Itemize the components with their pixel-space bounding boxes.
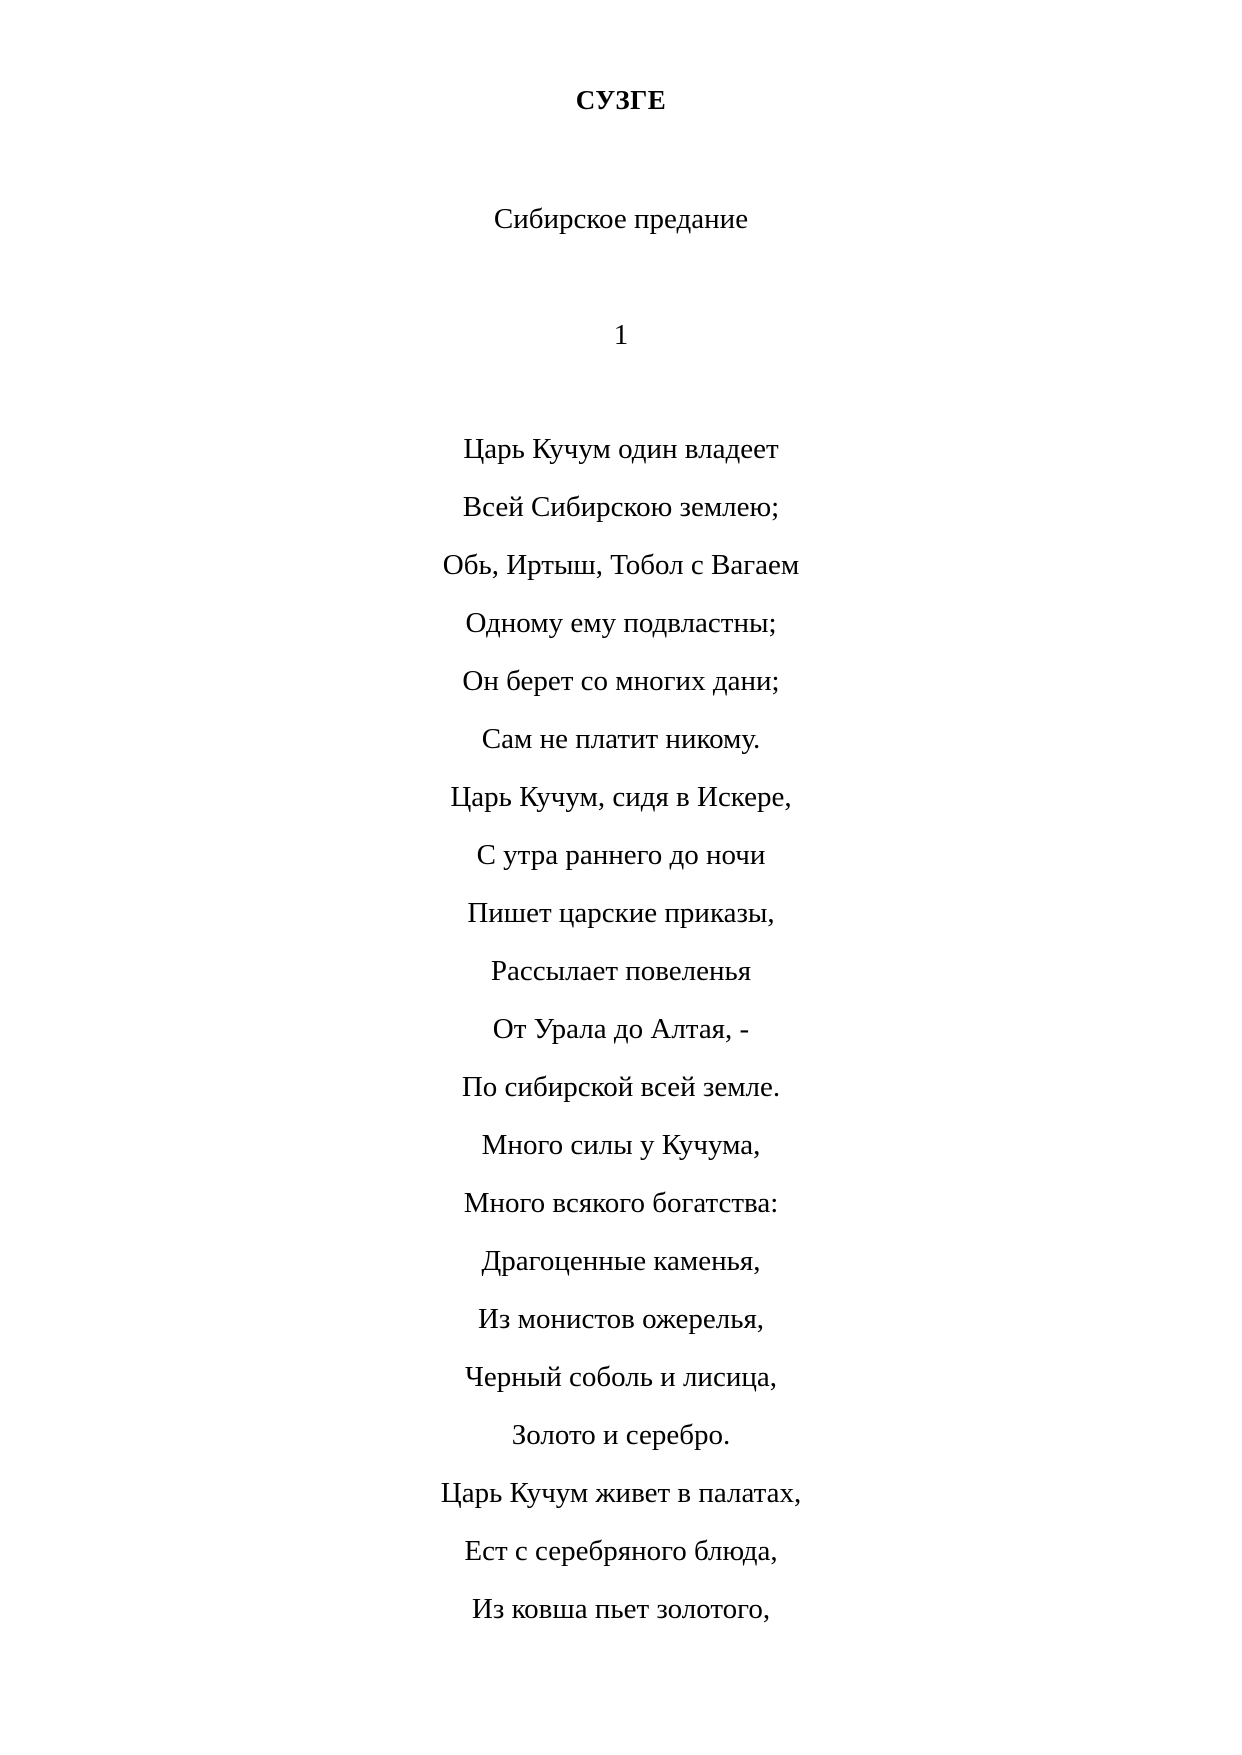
- poem-line: Он берет со многих дани;: [462, 665, 780, 697]
- poem-line: Всей Сибирскою землею;: [462, 491, 780, 523]
- poem-line: По сибирской всей земле.: [461, 1071, 781, 1103]
- poem-line: Драгоценные каменья,: [481, 1245, 761, 1277]
- poem-line: Царь Кучум живет в палатах,: [440, 1477, 802, 1509]
- poem-line: Царь Кучум, сидя в Искере,: [450, 781, 792, 813]
- poem-line: Черный соболь и лисица,: [465, 1361, 777, 1393]
- poem-line: Пишет царские приказы,: [467, 897, 775, 929]
- poem-line: Царь Кучум один владеет: [463, 433, 779, 465]
- poem-line: От Урала до Алтая, -: [492, 1013, 750, 1045]
- poem-line: Сам не платит никому.: [481, 723, 761, 755]
- poem-title: СУЗГЕ: [575, 85, 667, 115]
- poem-line: Рассылает повеленья: [490, 955, 752, 987]
- poem-subtitle: Сибирское предание: [493, 203, 749, 235]
- poem-line: Из ковша пьет золотого,: [471, 1593, 771, 1625]
- poem-line: Из монистов ожерелья,: [477, 1303, 765, 1335]
- poem-line: Много силы у Кучума,: [481, 1129, 761, 1161]
- poem-line: Много всякого богатства:: [463, 1187, 779, 1219]
- poem-line: Золото и серебро.: [511, 1419, 731, 1451]
- section-number: 1: [613, 319, 629, 351]
- poem-line: Ест с серебряного блюда,: [464, 1535, 778, 1567]
- poem-line: С утра раннего до ночи: [476, 839, 766, 871]
- poem-body: [0, 430, 1242, 1648]
- poem-line: Обь, Иртыш, Тобол с Вагаем: [442, 549, 800, 581]
- poem-line: Одному ему подвластны;: [465, 607, 777, 639]
